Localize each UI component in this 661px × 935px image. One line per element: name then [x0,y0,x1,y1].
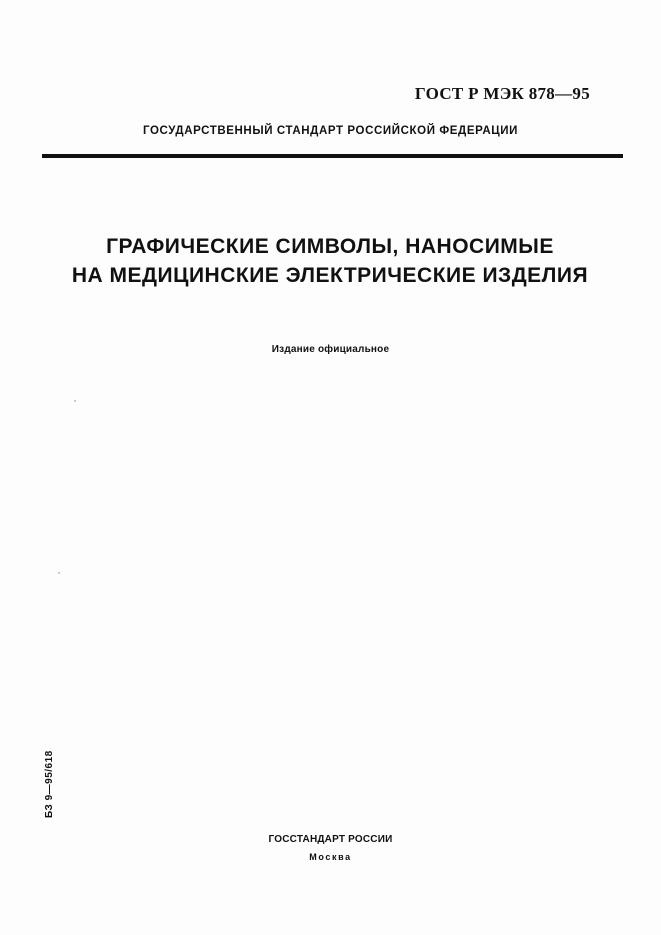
edition-note: Издание официальное [271,344,390,355]
publisher-city: Москва [309,852,352,862]
publisher-name: ГОССТАНДАРТ РОССИИ [268,834,393,845]
header-divider [42,154,623,158]
standard-number: ГОСТ Р МЭК 878—95 [414,84,590,103]
scan-speck [58,572,60,574]
title-line-2: НА МЕДИЦИНСКИЕ ЭЛЕКТРИЧЕСКИЕ ИЗДЕЛИЯ [71,264,589,287]
document-title [30,232,630,290]
standard-header: ГОСУДАРСТВЕННЫЙ СТАНДАРТ РОССИЙСКОЙ ФЕДЕРАЦИИ [142,125,518,137]
title-line-1: ГРАФИЧЕСКИЕ СИМВОЛЫ, НАНОСИМЫЕ [106,235,554,258]
side-print-code: БЗ 9—95/618 [44,750,55,818]
scan-speck [74,400,76,402]
